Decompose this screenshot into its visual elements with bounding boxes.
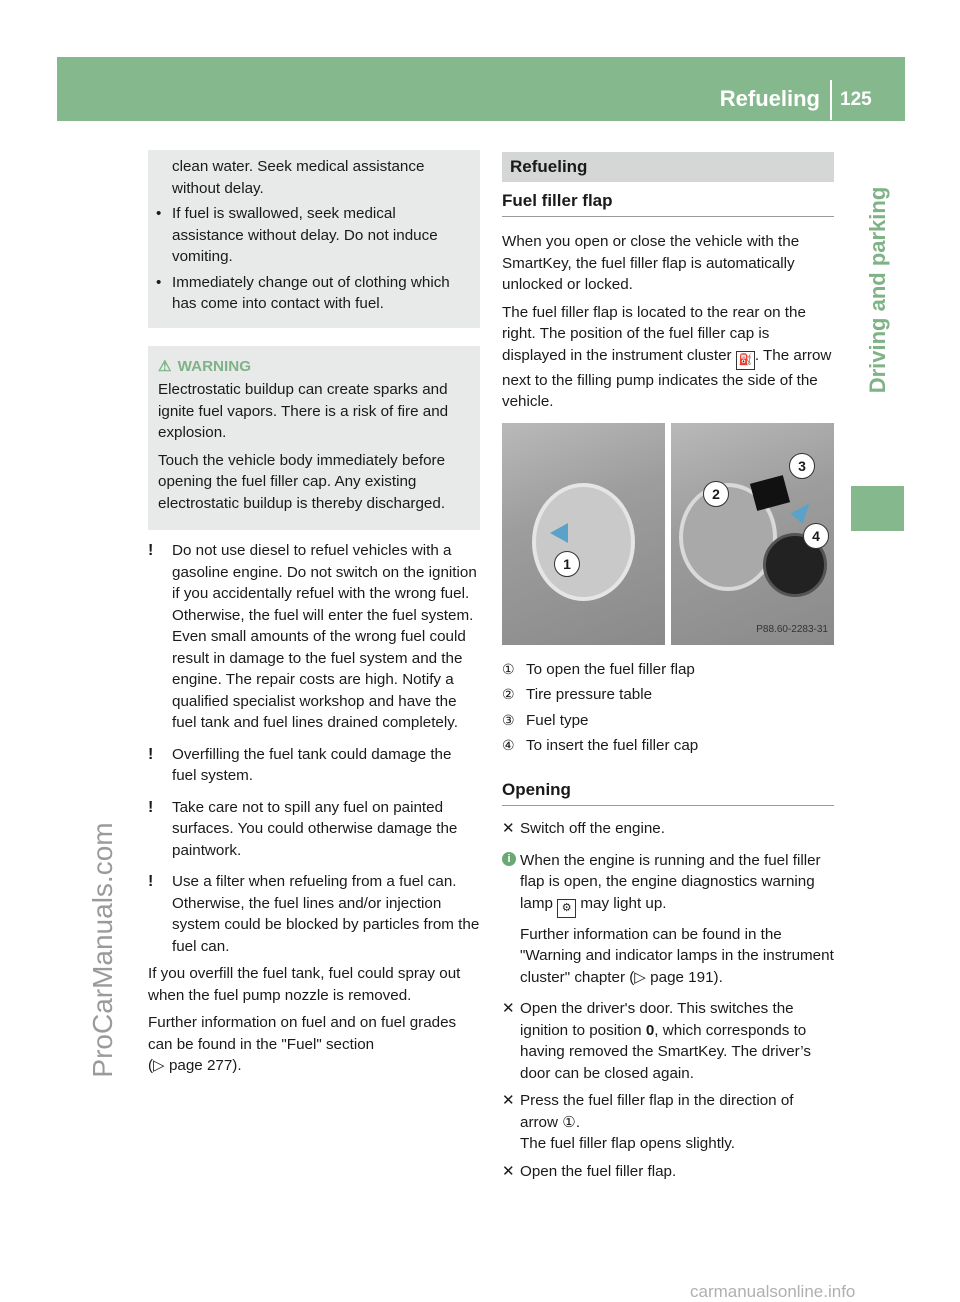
subsection-title: Fuel filler flap	[502, 182, 834, 218]
bullet-item: • If fuel is swallowed, seek medical assistance without delay. Do not induce vomiting.	[156, 205, 438, 265]
watermark-side: ProCarManuals.com	[87, 822, 118, 1078]
callout-number: ①	[502, 660, 515, 677]
paragraph: The fuel filler flap is located to the rear on the right. The position of the fuel filler cap is displayed in the instrument cluster ⛽ . The arrow next to the filling pump indicates the side of the vehicle.	[502, 303, 832, 410]
callout-number: ③	[502, 711, 515, 728]
warning-box	[148, 346, 480, 531]
fuel-flap-shape	[532, 483, 635, 601]
watermark-bottom: carmanualsonline.info	[690, 1282, 856, 1301]
side-tab-marker	[851, 486, 904, 531]
subsection-title: Opening	[502, 771, 834, 807]
legend-item: ② Tire pressure table	[502, 684, 834, 706]
bullet-icon: •	[156, 273, 162, 291]
exclamation-icon: !	[148, 542, 154, 559]
callout-badge: 4	[803, 523, 829, 549]
step-marker-icon: ✕	[502, 1000, 515, 1017]
engine-diagnostics-icon: ⚙	[557, 899, 576, 918]
info-note: i When the engine is running and the fuel filler flap is open, the engine diagnostics warning lamp ⚙ may light up. Further information can be found in the "Warning and indicator lamps in the instrument cluster" chapter (▷ page 191).	[502, 850, 834, 989]
section-title: Refueling	[502, 152, 834, 182]
exclamation-icon: !	[148, 798, 154, 816]
step-item: ✕ Open the fuel filler flap.	[502, 1161, 834, 1183]
warning-text: Touch the vehicle body immediately before opening the fuel filler cap. Any existing electrostatic buildup is thereby discharged.	[158, 451, 446, 512]
note-item: ! Take care not to spill any fuel on painted surfaces. You could otherwise damage the paintwork.	[148, 798, 458, 859]
header-title: Refueling	[719, 86, 820, 111]
exclamation-icon: !	[148, 873, 154, 890]
bullet-icon: •	[156, 205, 162, 222]
warning-triangle-icon: ⚠	[158, 357, 172, 375]
photo-panel-right	[671, 423, 834, 645]
right-column	[502, 152, 834, 1188]
callout-number: ①	[562, 1113, 576, 1131]
step-marker-icon: ✕	[502, 820, 515, 837]
note-item: ! Overfilling the fuel tank could damage the fuel system.	[148, 745, 452, 784]
legend-item: ④ To insert the fuel filler cap	[502, 735, 834, 757]
photo-code: P88.60-2283-31	[756, 624, 828, 635]
exclamation-icon: !	[148, 745, 154, 763]
callout-number: ④	[502, 737, 515, 753]
left-column	[148, 150, 480, 1077]
info-icon: i	[502, 852, 516, 866]
side-tab-label: Driving and parking	[865, 186, 890, 394]
bullet-item: • Immediately change out of clothing which has come into contact with fuel.	[156, 273, 450, 312]
note-item: ! Do not use diesel to refuel vehicles with a gasoline engine. Do not switch on the ignition if you accidentally refuel with the wrong fuel. Otherwise, the fuel will enter the fuel system. Even small amounts of the wrong fuel could result in damage to the fuel system and the engine. The repair costs are high. Notify a qualified specialist workshop and have the fuel tank and fuel lines drained completely.	[148, 542, 477, 731]
note-item: ! Use a filter when refueling from a fuel can. Otherwise, the fuel lines and/or injection system could be blocked by particles from the fuel can.	[148, 873, 480, 955]
photo-panel-left	[502, 423, 665, 645]
paragraph: Further information on fuel and on fuel grades can be found in the "Fuel" section (▷ page 277).	[148, 1014, 457, 1074]
header-separator	[830, 80, 832, 120]
step-item: ✕ Press the fuel filler flap in the direction of arrow ①. The fuel filler flap opens slightly.	[502, 1092, 794, 1152]
callout-badge: 2	[703, 481, 729, 507]
page-number: 125	[840, 89, 872, 110]
step-marker-icon: ✕	[502, 1092, 515, 1109]
info-text: Further information can be found in the "Warning and indicator lamps in the instrument cluster" chapter (▷ page 191).	[520, 925, 834, 986]
tire-pressure-label	[750, 475, 790, 511]
box-text: clean water. Seek medical assistance without delay.	[172, 158, 425, 197]
warning-heading: ⚠ WARNING	[158, 356, 470, 378]
callout-badge: 3	[789, 453, 815, 479]
safety-box	[148, 150, 480, 328]
legend-item: ③ Fuel type	[502, 710, 834, 732]
page-ref-link[interactable]: (▷ page 277).	[148, 1057, 242, 1074]
legend-item: ① To open the fuel filler flap	[502, 659, 834, 681]
callout-number: ②	[502, 686, 515, 702]
paragraph: If you overfill the fuel tank, fuel could spray out when the fuel pump nozzle is removed.	[148, 965, 461, 1004]
paragraph: When you open or close the vehicle with the SmartKey, the fuel filler flap is automatically unlocked or locked.	[502, 233, 800, 293]
arrow-icon	[790, 498, 815, 524]
callout-badge: 1	[554, 551, 580, 577]
arrow-icon	[550, 523, 568, 543]
step-item: ✕ Open the driver's door. This switches the ignition to position 0, which corresponds to having removed the SmartKey. The driver’s door can be closed again.	[502, 1000, 811, 1082]
step-marker-icon: ✕	[502, 1162, 515, 1180]
warning-text: Electrostatic buildup can create sparks and ignite fuel vapors. There is a risk of fire and explosion.	[158, 381, 449, 441]
fuel-pump-icon: ⛽	[736, 351, 755, 370]
step-item: ✕ Switch off the engine.	[502, 818, 834, 840]
fuel-flap-photo	[502, 423, 834, 645]
